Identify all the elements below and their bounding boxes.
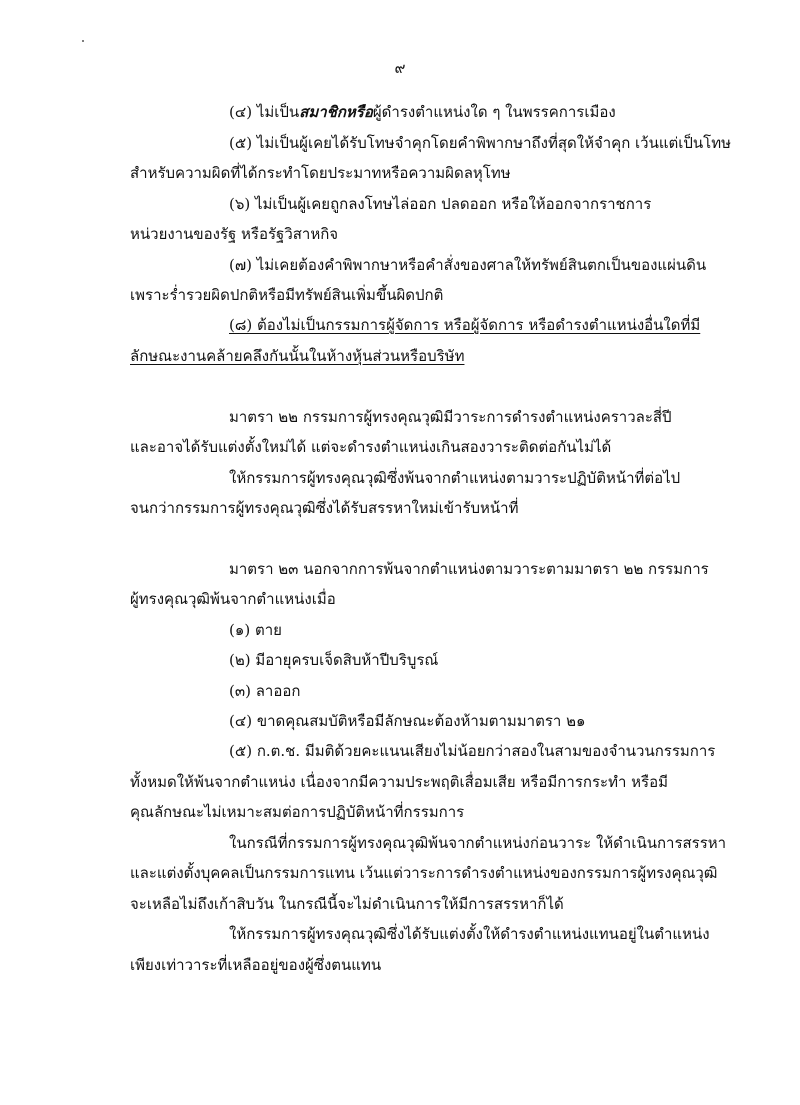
text-segment: ผู้ทรงคุณวุฒิพ้นจากตำแหน่งเมื่อ bbox=[130, 590, 336, 608]
text-segment: ผู้ดำรงตำแหน่งใด ๆ ในพรรคการเมือง bbox=[372, 103, 616, 121]
text-segment: สำหรับความผิดที่ได้กระทำโดยประมาทหรือความผิดลหุโทษ bbox=[130, 164, 511, 182]
text-segment: (๒) มีอายุครบเจ็ดสิบห้าปีบริบูรณ์ bbox=[229, 651, 439, 669]
text-segment: มาตรา ๒๒ กรรมการผู้ทรงคุณวุฒิมีวาระการดำรงตำแหน่งคราวละสี่ปี bbox=[229, 408, 672, 426]
text-segment: ในกรณีที่กรรมการผู้ทรงคุณวุฒิพ้นจากตำแหน่งก่อนวาระ ให้ดำเนินการสรรหา bbox=[229, 834, 727, 852]
text-segment: ลักษณะงานคล้ายคลึงกันนั้นในห้างหุ้นส่วนหรือบริษัท bbox=[130, 347, 465, 365]
text-line bbox=[229, 832, 726, 854]
text-segment: (๑) ตาย bbox=[229, 621, 282, 639]
text-segment: และแต่งตั้งบุคคลเป็นกรรมการแทน เว้นแต่วาระการดำรงตำแหน่งของกรรมการผู้ทรงคุณวุฒิ bbox=[130, 864, 718, 882]
text-segment: (๘) ต้องไม่เป็นกรรมการผู้จัดการ หรือผู้จัดการ หรือดำรงตำแหน่งอื่นใดที่มี bbox=[229, 316, 701, 334]
text-line bbox=[229, 740, 715, 762]
text-segment: มาตรา ๒๓ นอกจากการพ้นจากตำแหน่งตามวาระตามมาตรา ๒๒ กรรมการ bbox=[229, 560, 709, 578]
text-line bbox=[130, 436, 611, 458]
text-segment: (๕) ไม่เป็นผู้เคยได้รับโทษจำคุกโดยคำพิพากษาถึงที่สุดให้จำคุก เว้นแต่เป็นโทษ bbox=[229, 134, 732, 152]
text-line bbox=[229, 406, 672, 428]
scan-speck bbox=[82, 40, 84, 42]
text-segment: (๔) ไม่เป็น bbox=[229, 103, 300, 121]
text-segment: และอาจได้รับแต่งตั้งใหม่ได้ แต่จะดำรงตำแหน่งเกินสองวาระติดต่อกันไม่ได้ bbox=[130, 438, 612, 456]
text-segment: สมาชิกหรือ bbox=[299, 103, 373, 121]
text-line bbox=[229, 193, 651, 215]
text-line bbox=[229, 101, 616, 123]
text-segment: จะเหลือไม่ถึงเก้าสิบวัน ในกรณีนี้จะไม่ดำเนินการให้มีการสรรหาก็ได้ bbox=[130, 895, 564, 913]
text-segment: เพียงเท่าวาระที่เหลืออยู่ของผู้ซึ่งตนแทน bbox=[130, 956, 382, 974]
text-segment: คุณลักษณะไม่เหมาะสมต่อการปฏิบัติหน้าที่กรรมการ bbox=[130, 803, 465, 821]
page-number: ๙ bbox=[394, 59, 406, 77]
text-segment: (๖) ไม่เป็นผู้เคยถูกลงโทษไล่ออก ปลดออก หรือให้ออกจากราชการ bbox=[229, 195, 652, 213]
text-segment: (๕) ก.ต.ช. มีมติด้วยคะแนนเสียงไม่น้อยกว่าสองในสามของจำนวนกรรมการ bbox=[229, 742, 716, 760]
text-segment: ทั้งหมดให้พ้นจากตำแหน่ง เนื่องจากมีความประพฤติเสื่อมเสีย หรือมีการกระทำ หรือมี bbox=[130, 773, 668, 791]
text-line bbox=[229, 558, 709, 580]
text-line bbox=[130, 893, 564, 915]
text-line bbox=[130, 345, 464, 367]
text-segment: ให้กรรมการผู้ทรงคุณวุฒิซึ่งได้รับแต่งตั้งให้ดำรงตำแหน่งแทนอยู่ในตำแหน่ง bbox=[229, 925, 710, 943]
text-segment: (๓) ลาออก bbox=[229, 682, 301, 700]
text-line bbox=[130, 954, 381, 976]
text-segment: เพราะร่ำรวยผิดปกติหรือมีทรัพย์สินเพิ่มขึ้นผิดปกติ bbox=[130, 286, 444, 304]
text-line bbox=[229, 923, 710, 945]
text-line bbox=[229, 710, 586, 732]
text-line bbox=[130, 162, 511, 184]
text-line bbox=[229, 619, 282, 641]
text-line bbox=[229, 467, 680, 489]
text-segment: (๗) ไม่เคยต้องคำพิพากษาหรือคำสั่งของศาลให้ทรัพย์สินตกเป็นของแผ่นดิน bbox=[229, 256, 707, 274]
text-segment: ให้กรรมการผู้ทรงคุณวุฒิซึ่งพ้นจากตำแหน่งตามวาระปฏิบัติหน้าที่ต่อไป bbox=[229, 469, 681, 487]
text-line bbox=[130, 497, 518, 519]
text-segment: หน่วยงานของรัฐ หรือรัฐวิสาหกิจ bbox=[130, 225, 339, 243]
text-line bbox=[229, 680, 300, 702]
text-segment: (๔) ขาดคุณสมบัติหรือมีลักษณะต้องห้ามตามมาตรา ๒๑ bbox=[229, 712, 586, 730]
text-line bbox=[130, 284, 443, 306]
text-line bbox=[229, 314, 700, 336]
text-line bbox=[130, 862, 717, 884]
text-line bbox=[229, 649, 438, 671]
text-line bbox=[130, 223, 338, 245]
text-line bbox=[229, 132, 731, 154]
text-line bbox=[130, 771, 668, 793]
text-line bbox=[130, 801, 464, 823]
text-line bbox=[229, 254, 706, 276]
text-line bbox=[130, 588, 336, 610]
text-segment: จนกว่ากรรมการผู้ทรงคุณวุฒิซึ่งได้รับสรรหาใหม่เข้ารับหน้าที่ bbox=[130, 499, 519, 517]
